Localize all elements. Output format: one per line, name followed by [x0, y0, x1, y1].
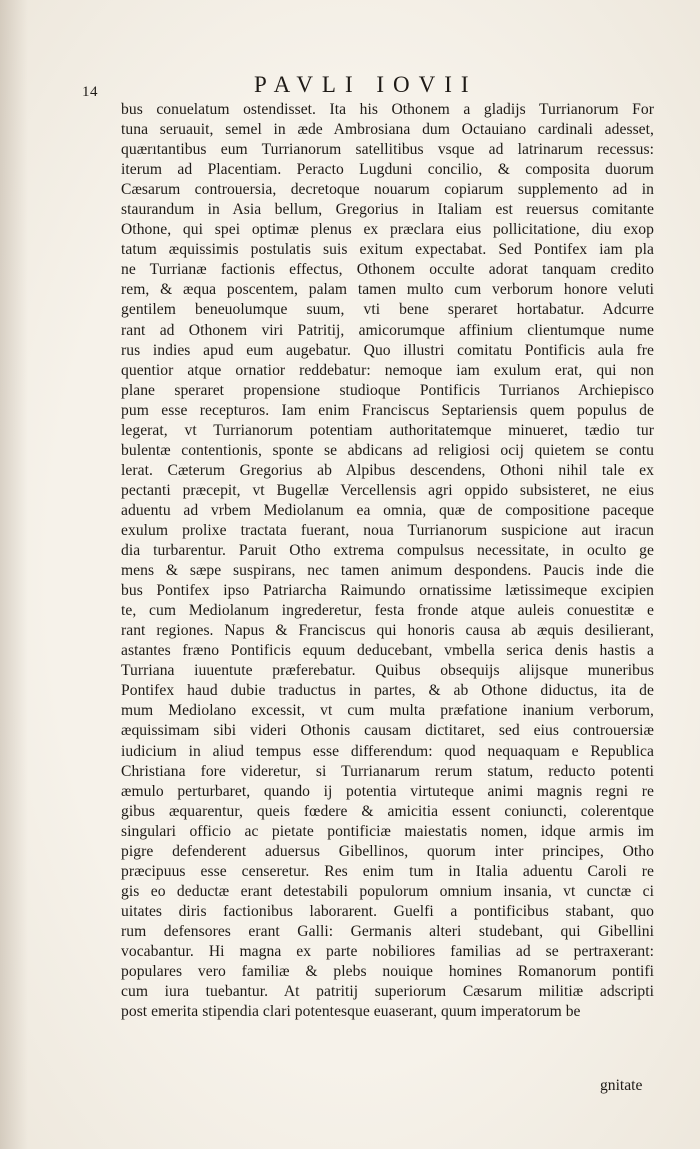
- text-line: rem, & æqua poscentem, palam tamen multo cum verborum honore veluti: [121, 281, 654, 299]
- text-line: Christiana fore videretur, si Turrianarum rerum statum, reducto potenti: [121, 762, 654, 780]
- text-line: pum esse recepturos. Iam enim Franciscus Septariensis quem populus de: [121, 401, 654, 419]
- text-line: dia turbarentur. Paruit Otho extrema compulsus necessitate, in oculto ge: [121, 542, 654, 560]
- text-line: tatum æquissimis postulatis suis exitum expectabat. Sed Pontifex iam pla: [121, 241, 654, 259]
- text-line: quærıtantibus eum Turrianorum satellitibus vsque ad latrinarum recessus:: [121, 141, 654, 159]
- text-line: mum Mediolano excessit, vt cum multa præfatione inanium verborum,: [121, 702, 654, 720]
- text-line: rum defensores erant Galli: Germanis alteri studebant, qui Gibellini: [121, 922, 654, 940]
- text-line: bus conuelatum ostendisset. Ita his Othonem a gladijs Turrianorum For: [121, 101, 654, 118]
- text-line: rant regiones. Napus & Franciscus qui honoris causa ab æquis desilierant,: [121, 622, 654, 640]
- text-line: rus indies apud eum augebatur. Quo illustri comitatu Pontificis aula fre: [121, 341, 654, 359]
- text-line: astantes fræno Pontificis equum deducebant, vmbella serica denis hastis a: [121, 642, 654, 660]
- text-line: æmulo perturbaret, quando ij potentia virtuteque animi magnis regni re: [121, 782, 654, 800]
- page-header: [72, 68, 652, 98]
- text-line: æquissimam sibi videri Othonis causam dictitaret, sed eius controuersiæ: [121, 722, 654, 740]
- text-line: uitates diris factionibus laborarent. Guelfi a pontificibus stabant, quo: [121, 902, 654, 920]
- text-line: pigre defenderent aduersus Gibellinos, quorum inter principes, Otho: [121, 842, 654, 860]
- text-line: ne Turrianæ factionis effectus, Othonem occulte adorat tanquam credito: [121, 261, 654, 279]
- text-line: iterum ad Placentiam. Peracto Lugduni concilio, & composita duorum: [121, 161, 654, 179]
- text-line: vocabantur. Hi magna ex parte nobiliores familias ad se pertraxerant:: [121, 942, 654, 960]
- text-line: gis eo deductæ erant detestabili populorum omnium insania, vt cunctæ ci: [121, 882, 654, 900]
- running-head: PAVLI IOVII: [254, 72, 478, 97]
- text-line: singulari officio ac pietate pontificiæ maiestatis nomen, idque armis im: [121, 822, 654, 840]
- text-line: Turriana iuuentute præferebatur. Quibus obsequijs alijsque muneribus: [121, 662, 654, 680]
- text-line: rant ad Othonem viri Patritij, amicorumque affinium clientumque nume: [121, 321, 654, 339]
- text-line: staurandum in Asia bellum, Gregorius in Italiam est reuersus comitante: [121, 201, 654, 219]
- text-line: Cæsarum controuersia, decretoque nouarum copiarum supplemento ad in: [121, 181, 654, 199]
- text-line: aduentu ad vrbem Mediolanum ea omnia, quæ de compositione paceque: [121, 501, 654, 519]
- text-line: iudicium in aliud tempus esse differendum: quod nequaquam e Republica: [121, 742, 654, 760]
- text-line: gibus æquarentur, queis fœdere & amicitia essent coniuncti, colerentque: [121, 802, 654, 820]
- page-number: 14: [82, 84, 98, 100]
- text-line: gentilem beneuolumque suum, vti bene speraret hortabatur. Adcurre: [121, 301, 654, 319]
- text-line: legerat, vt Turrianorum potentiam authoritatemque minueret, tædio tur: [121, 421, 654, 439]
- text-line: exulum prolixe tractata fuerant, noua Turrianorum suspicione aut iracun: [121, 521, 654, 539]
- catchword: gnitate: [600, 1077, 643, 1094]
- text-line: pectanti præcepit, vt Bugellæ Vercellensis agri oppido subsisteret, ne eius: [121, 481, 654, 499]
- text-line: post emerita stipendia clari potentesque euaserant, quum imperatorum be: [121, 1003, 581, 1021]
- body-text: [121, 100, 654, 1022]
- text-line: Othone, qui spei optimæ plenus ex præclara eius pollicitatione, diu exop: [121, 221, 654, 239]
- text-line: mens & sæpe suspirans, nec tamen animum despondens. Paucis inde die: [121, 562, 654, 580]
- text-line: præcipuus esse censeretur. Res enim tum in Italia aduentu Caroli re: [121, 862, 654, 880]
- text-line: lerat. Cæterum Gregorius ab Alpibus descendens, Othoni nihil tale ex: [121, 461, 654, 479]
- spine-shadow: [0, 0, 28, 1149]
- text-line: cum iura tuebantur. At patritij superiorum Cæsarum militiæ adscripti: [121, 983, 654, 1001]
- text-line: te, cum Mediolanum ingrederetur, festa fronde atque auleis conuestitæ e: [121, 602, 654, 620]
- text-line: bus Pontifex ipso Patriarcha Raimundo ornatissime lætissimeque excipien: [121, 582, 654, 600]
- text-line: quentior atque ornatior reddebatur: nemoque iam exulum erat, qui non: [121, 361, 654, 379]
- text-line: populares vero familiæ & plebs nouique homines Romanorum pontifi: [121, 963, 654, 981]
- text-line: bulentæ contentionis, sponte se abdicans ad religiosi ocij quietem se contu: [121, 441, 654, 459]
- text-line: tuna seruauit, semel in æde Ambrosiana dum Octauiano cardinali adesset,: [121, 121, 654, 139]
- text-line: plane speraret propensione studioque Pontificis Turrianos Archiepisco: [121, 381, 654, 399]
- text-line: Pontifex haud dubie traductus in partes, & ab Othone diductus, ita de: [121, 682, 654, 700]
